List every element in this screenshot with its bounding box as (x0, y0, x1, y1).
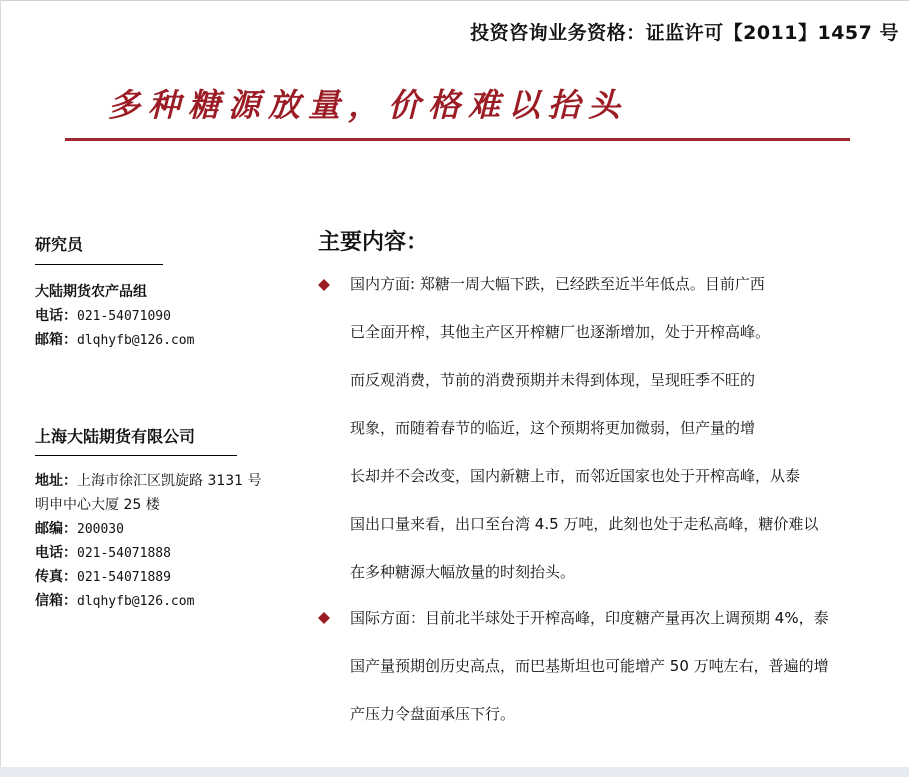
diamond-bullet-icon (318, 279, 330, 291)
researcher-heading: 研究员 (35, 235, 84, 254)
company-divider (35, 455, 237, 456)
paragraph-line: 国际方面：目前北半球处于开榨高峰，印度糖产量再次上调预期 4%，泰 (350, 609, 829, 627)
main-content-heading: 主要内容： (318, 230, 429, 255)
paragraph-line: 已全面开榨，其他主产区开榨糖厂也逐渐增加，处于开榨高峰。 (350, 323, 771, 341)
fax-value: 021-54071889 (77, 570, 171, 585)
tel-value: 021-54071888 (77, 546, 171, 561)
mail-label: 信箱： (35, 593, 77, 609)
team-label: 大陆期货农产品组 (35, 284, 147, 300)
phone-value: 021-54071090 (77, 309, 171, 324)
company-heading: 上海大陆期货有限公司 (35, 427, 196, 446)
phone-label: 电话： (35, 308, 77, 324)
paragraph-line: 国产量预期创历史高点，而巴基斯坦也可能增产 50 万吨左右，普遍的增 (350, 657, 829, 675)
email-value[interactable]: dlqhyfb@126.com (77, 333, 195, 348)
qualification-text: 投资咨询业务资格：证监许可【2011】1457 号 (470, 22, 899, 44)
diamond-bullet-icon (318, 612, 330, 624)
company-address (35, 469, 262, 493)
company-fax (35, 565, 171, 590)
paragraph-line: 国出口量来看，出口至台湾 4.5 万吨，此刻也处于走私高峰，糖价难以 (350, 515, 819, 533)
company-postcode (35, 517, 124, 542)
bottom-band (0, 767, 909, 777)
title-divider (65, 138, 850, 141)
postcode-value: 200030 (77, 522, 124, 537)
company-address-cont (35, 493, 160, 517)
company-phone (35, 541, 171, 566)
team-name (35, 280, 147, 304)
left-border (0, 0, 1, 777)
document-title: 多种糖源放量，价格难以抬头 (108, 86, 629, 124)
company-email (35, 589, 194, 614)
paragraph-line: 现象，而随着春节的临近，这个预期将更加微弱，但产量的增 (350, 419, 756, 437)
researcher-phone (35, 304, 171, 329)
fax-label: 传真： (35, 569, 77, 585)
paragraph-line: 而反观消费，节前的消费预期并未得到体现，呈现旺季不旺的 (350, 371, 756, 389)
email-label: 邮箱： (35, 332, 77, 348)
top-border (0, 0, 909, 1)
paragraph-line: 在多种糖源大幅放量的时刻抬头。 (350, 563, 576, 581)
tel-label: 电话： (35, 545, 77, 561)
mail-value[interactable]: dlqhyfb@126.com (77, 594, 195, 609)
researcher-email (35, 328, 194, 353)
paragraph-line: 国内方面: 郑糖一周大幅下跌，已经跌至近半年低点。目前广西 (350, 275, 765, 293)
domestic-paragraph (350, 260, 850, 596)
researcher-divider (35, 264, 163, 265)
paragraph-line: 产压力令盘面承压下行。 (350, 705, 516, 723)
paragraph-line: 长却并不会改变，国内新糖上市，而邻近国家也处于开榨高峰，从泰 (350, 467, 801, 485)
address-label: 地址： (35, 473, 77, 489)
address-line-2: 明申中心大厦 25 楼 (35, 497, 160, 513)
international-paragraph (350, 594, 850, 738)
postcode-label: 邮编： (35, 521, 77, 537)
address-line-1: 上海市徐汇区凯旋路 3131 号 (77, 473, 262, 489)
